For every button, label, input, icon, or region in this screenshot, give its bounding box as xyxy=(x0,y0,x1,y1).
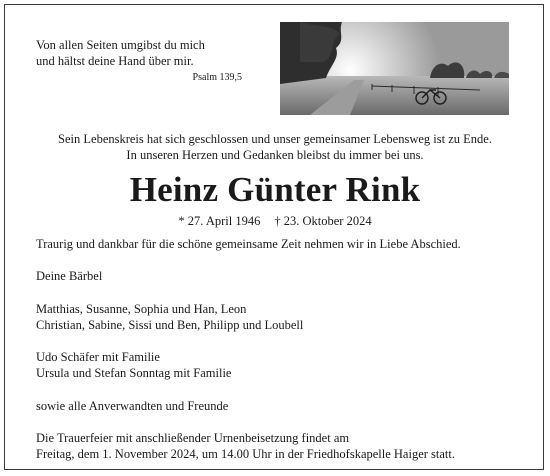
relatives-line-2: Ursula und Stefan Sonntag mit Familie xyxy=(36,366,232,380)
death-date: † 23. Oktober 2024 xyxy=(274,214,372,228)
funeral-line-2: Freitag, dem 1. November 2024, um 14.00 Uhr in der Friedhofskapelle Haiger statt. xyxy=(36,447,456,461)
birth-date: * 27. April 1946 xyxy=(178,214,261,228)
relatives-line-1: Udo Schäfer mit Familie xyxy=(36,350,160,364)
funeral-line-1: Die Trauerfeier mit anschließender Urnenbeisetzung findet am xyxy=(36,431,350,445)
verse-line-1: Von allen Seiten umgibst du mich xyxy=(36,38,205,52)
children-line-2: Christian, Sabine, Sissi und Ben, Philipp und Loubell xyxy=(36,318,304,332)
relatives-list xyxy=(36,349,516,381)
psalm-verse xyxy=(36,37,246,69)
children-line-1: Matthias, Susanne, Sophia und Han, Leon xyxy=(36,302,247,316)
funeral-info xyxy=(36,430,516,462)
intro-line-1: Sein Lebenskreis hat sich geschlossen und unser gemeinsamer Lebensweg ist zu Ende. xyxy=(58,132,492,146)
spouse-signature: Deine Bärbel xyxy=(36,269,103,283)
children-list xyxy=(36,301,516,333)
deceased-name: Heinz Günter Rink xyxy=(129,170,421,209)
psalm-reference: Psalm 139,5 xyxy=(192,72,242,83)
countryside-path-photo xyxy=(280,22,509,115)
others-line: sowie alle Anverwandten und Freunde xyxy=(36,399,229,413)
verse-line-2: und hältst deine Hand über mir. xyxy=(36,54,194,68)
farewell-message: Traurig und dankbar für die schöne gemeinsame Zeit nehmen wir in Liebe Abschied. xyxy=(36,237,461,251)
intro-line-2: In unseren Herzen und Gedanken bleibst du immer bei uns. xyxy=(126,148,424,162)
life-dates xyxy=(0,213,550,229)
